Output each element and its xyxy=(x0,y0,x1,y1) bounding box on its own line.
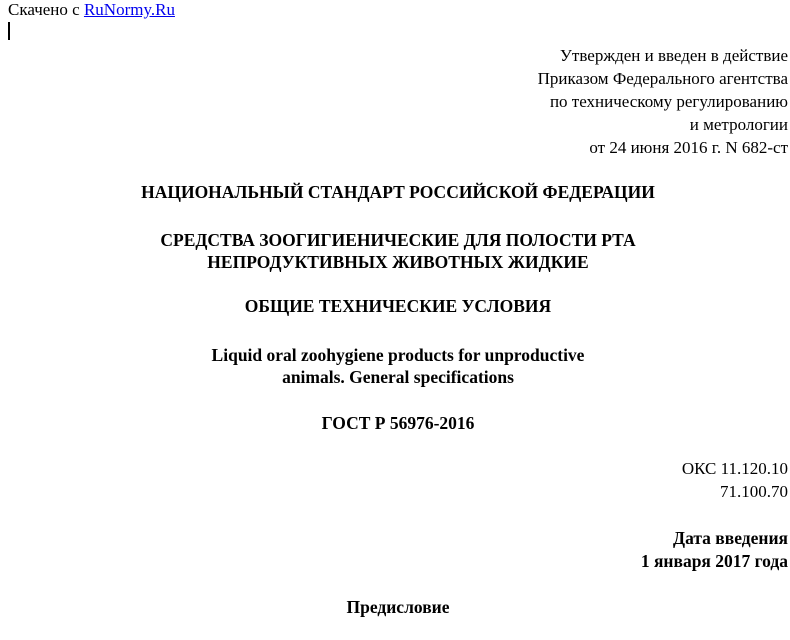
text-cursor xyxy=(8,22,10,40)
classification-line: ОКС 11.120.10 xyxy=(681,459,788,478)
english-title-line: Liquid oral zoohygiene products for unproductive xyxy=(211,345,585,365)
download-source-line xyxy=(8,0,175,20)
runormy-link[interactable]: RuNormy.Ru xyxy=(83,0,175,19)
english-title-line: animals. General specifications xyxy=(282,367,514,387)
classification-block xyxy=(682,457,788,503)
approval-line: и метрологии xyxy=(689,115,788,134)
english-title xyxy=(0,344,790,388)
approval-line: Приказом Федерального агентства xyxy=(537,69,788,88)
effective-date-label: Дата введения xyxy=(673,528,788,548)
approval-line: от 24 июня 2016 г. N 682-ст xyxy=(589,138,788,157)
download-prefix: Скачено с xyxy=(8,0,84,19)
effective-date-block xyxy=(641,527,788,573)
conditions-heading: ОБЩИЕ ТЕХНИЧЕСКИЕ УСЛОВИЯ xyxy=(244,296,552,316)
subject-line: СРЕДСТВА ЗООГИГИЕНИЧЕСКИЕ ДЛЯ ПОЛОСТИ РТА xyxy=(160,230,636,250)
classification-line: 71.100.70 xyxy=(720,482,788,501)
standard-name-heading: НАЦИОНАЛЬНЫЙ СТАНДАРТ РОССИЙСКОЙ ФЕДЕРАЦИИ xyxy=(141,182,655,202)
gost-number: ГОСТ Р 56976-2016 xyxy=(321,413,475,433)
subject-heading xyxy=(0,229,790,273)
approval-block xyxy=(538,44,788,159)
subject-line: НЕПРОДУКТИВНЫХ ЖИВОТНЫХ ЖИДКИЕ xyxy=(207,252,589,272)
approval-line: Утвержден и введен в действие xyxy=(559,46,788,65)
foreword-heading: Предисловие xyxy=(346,597,450,617)
effective-date-value: 1 января 2017 года xyxy=(640,551,788,571)
approval-line: по техническому регулированию xyxy=(549,92,788,111)
